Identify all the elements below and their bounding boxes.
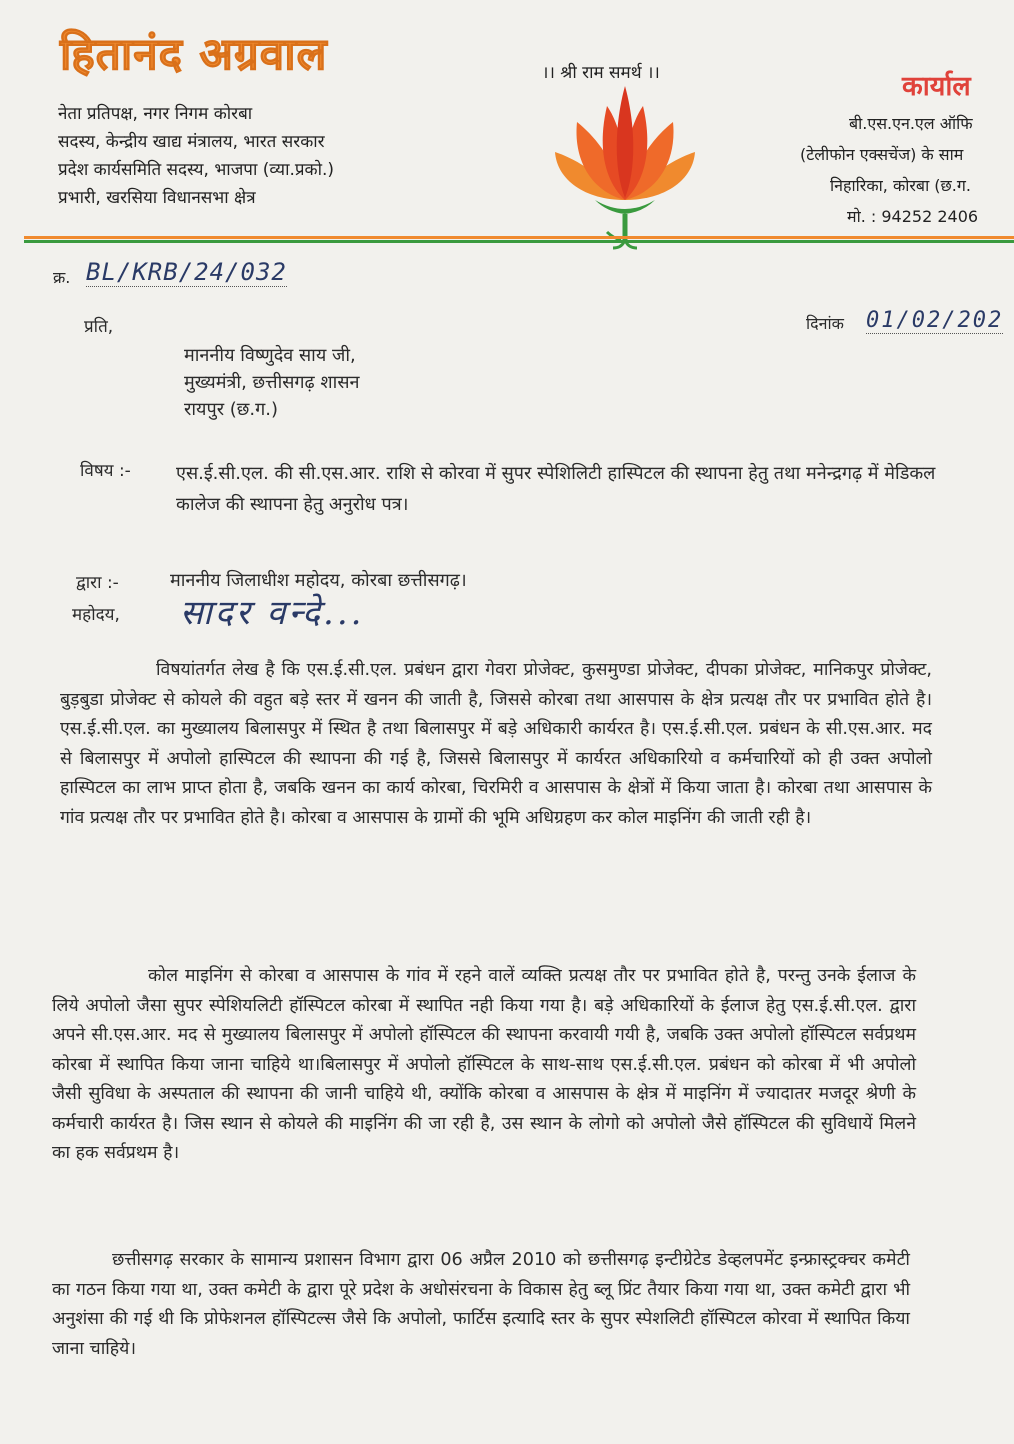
office-line: निहारिका, कोरबा (छ.ग. — [830, 176, 971, 195]
office-line: बी.एस.एन.एल ऑफि — [849, 114, 973, 133]
subject-label: विषय :- — [80, 461, 131, 481]
body-paragraph — [52, 1246, 910, 1364]
designation-line: प्रभारी, खरसिया विधानसभा क्षेत्र — [58, 188, 256, 208]
lotus-icon — [555, 82, 695, 252]
handwritten-greeting: सादर वन्दे... — [180, 593, 365, 633]
addressee-line: रायपुर (छ.ग.) — [184, 399, 279, 420]
designation-line: सदस्य, केन्द्रीय खाद्य मंत्रालय, भारत सरकार — [58, 132, 325, 152]
date-label: दिनांक — [806, 314, 844, 333]
subject-text: एस.ई.सी.एल. की सी.एस.आर. राशि से कोरवा में सुपर स्पेशिलिटी हास्पिटल की स्थापना हेतु तथा मनेन्द्रगढ़ में मेडिकल कालेज की स्थापना हेतु अनुरोध पत्र। — [176, 463, 936, 515]
office-title: कार्याल — [902, 71, 971, 102]
body-paragraph — [60, 656, 932, 833]
sender-designations — [58, 100, 334, 212]
paragraph-text: कोल माइनिंग से कोरबा व आसपास के गांव में रहने वालें व्यक्ति प्रत्यक्ष तौर पर प्रभावित होते है, परन्तु उनके ईलाज के लिये अपोलो जैसा सुपर स्पेशियलिटी हॉस्पिटल कोरबा में स्थापित नही किया गया है। बड़े अधिकारियों के ईलाज हेतु एस.ई.सी.एल. द्वारा अपने सी.एस.आर. मद से मुख्यालय बिलासपुर में अपोलो हॉस्पिटल की स्थापना करवायी गयी है, जबकि उक्त अपोलो हॉस्पिटल सर्वप्रथम कोरबा में स्थापित किया जाना चाहिये था।बिलासपुर में अपोलो हॉस्पिटल के साथ-साथ एस.ई.सी.एल. प्रबंधन को कोरबा में भी अपोलो जैसी सुविधा के अस्पताल की स्थापना की जानी चाहिये थी, क्योंकि कोरबा व आसपास के क्षेत्र में माइनिंग में ज्यादातर मजदूर श्रेणी के कर्मचारी कार्यरत है। जिस स्थान से कोयले की माइनिंग की जा रही है, उस स्थान के लोगो को अपोलो जैसे हॉस्पिटल की सुविधायें मिलने का हक सर्वप्रथम है। — [52, 966, 916, 1163]
addressee-block — [184, 342, 359, 423]
office-phone: मो. : 94252 2406 — [847, 207, 979, 226]
office-address — [800, 108, 978, 232]
header-divider-saffron — [24, 236, 1014, 239]
reference-label: क्र. — [53, 268, 71, 287]
designation-line: नेता प्रतिपक्ष, नगर निगम कोरबा — [58, 104, 253, 124]
office-line: (टेलीफोन एक्सचेंज) के साम — [800, 145, 964, 164]
date-value: 01/02/202 — [866, 308, 1004, 333]
paragraph-text: विषयांतर्गत लेख है कि एस.ई.सी.एल. प्रबंधन द्वारा गेवरा प्रोजेक्ट, कुसमुण्डा प्रोजेक्ट, दीपका प्रोजेक्ट, मानिकपुर प्रोजेक्ट, बुड़बुडा प्रोजेक्ट से कोयले की वहुत बड़े स्तर में खनन की जाती है, जिससे कोरबा तथा आसपास के क्षेत्र प्रत्यक्ष तौर पर प्रभावित होते है। एस.ई.सी.एल. का मुख्यालय बिलासपुर में स्थित है तथा बिलासपुर में बड़े अधिकारी कार्यरत है। एस.ई.सी.एल. प्रबंधन के सी.एस.आर. मद से बिलासपुर में अपोलो हास्पिटल की स्थापना की गई है, जिससे बिलासपुर में कार्यरत अधिकारियो व कर्मचारियों को ही उक्त अपोलो हास्पिटल का लाभ प्राप्त होता है, जबकि खनन का कार्य कोरबा, चिरमिरी व आसपास के क्षेत्रों में किया जाता है। कोरबा तथा आसपास के गांव प्रत्यक्ष तौर पर प्रभावित होते है। कोरबा व आसपास के ग्रामों की भूमि अधिग्रहण कर कोल माइनिंग की जाती रही है। — [60, 660, 932, 828]
motto: ।। श्री राम समर्थ ।। — [542, 63, 660, 83]
through-text: माननीय जिलाधीश महोदय, कोरबा छत्तीसगढ़। — [170, 570, 467, 591]
through-label: द्वारा :- — [76, 573, 119, 593]
addressee-line: माननीय विष्णुदेव साय जी, — [184, 345, 356, 366]
header-divider-green — [24, 240, 1014, 243]
paragraph-text: छत्तीसगढ़ सरकार के सामान्य प्रशासन विभाग द्वारा 06 अप्रैल 2010 को छत्तीसगढ़ इन्टीग्रेटेड डेव्हलपमेंट इन्फ्रास्ट्रक्चर कमेटी का गठन किया गया था, उक्त कमेटी के द्वारा पूरे प्रदेश के अधोसंरचना के विकास हेतु ब्लू प्रिंट तैयार किया गया था, उक्त कमेटी द्वारा भी अनुशंसा की गई थी कि प्रोफेशनल हॉस्पिटल्स जैसे कि अपोलो, फार्टिस इत्यादि स्तर के सुपर स्पेशलिटी हॉस्पिटल कोरवा में स्थापित किया जाना चाहिये। — [52, 1250, 910, 1359]
reference-number: BL/KRB/24/032 — [86, 258, 287, 286]
designation-line: प्रदेश कार्यसमिति सदस्य, भाजपा (व्या.प्रको.) — [58, 160, 335, 180]
addressee-line: मुख्यमंत्री, छत्तीसगढ़ शासन — [184, 372, 360, 393]
to-label: प्रति, — [84, 317, 114, 337]
body-paragraph — [52, 962, 916, 1169]
salutation-label: महोदय, — [72, 605, 120, 625]
sender-name: हितानंद अग्रवाल — [60, 29, 328, 80]
